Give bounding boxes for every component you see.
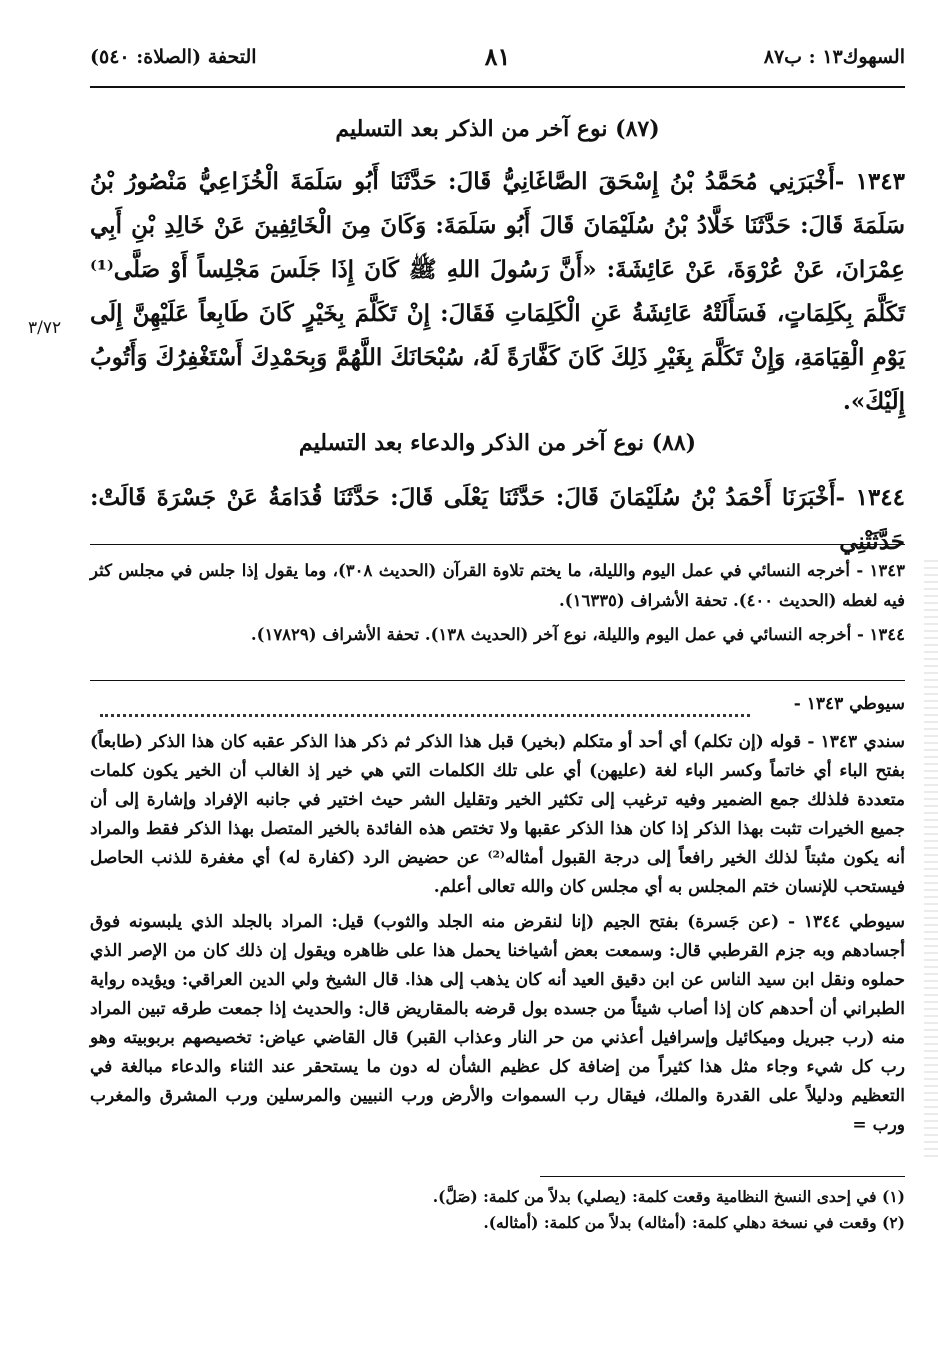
dotted-leader [100,714,750,717]
takhrij-notes [90,556,905,654]
suyuti-1344-commentary: سيوطي ١٣٤٤ - (عن جَسرة) بفتح الجيم (إنا لنقرض منه الجلد والثوب) قيل: المراد بالجلد الذي يلبسونه فوق أجسادهم وبه جزم القرطبي قال: وسمعت بعض أشياخنا يحمل هذا على ظاهره ويقول إن ذلك كان من الإصر الذي حملوه ونقل ابن سيد الناس عن ابن دقيق العيد أنه كان يذهب إلى هذا. قال الشيخ ولي الدين العراقي: ويؤيده رواية الطبراني أن أحدهم كان إذا أصاب شيئاً من جسده بول قرضه بالمقاريض قال: والحديث إذا جمعت طرقه تبين المراد منه (رب جبريل وميكائيل وإسرافيل أعذني من حر النار وعذاب القبر) قال القاضي عياض: تخصيصهم بربوبيته وهو رب كل شيء وجاء مثل هذا كثيراً من إضافة كل عظيم الشأن له دون ما يستحقر عند الثناء والدعاء مبالغة في التعظيم ودليلاً على القدرة والملك، فيقال رب السموات والأرض ورب النبيين والمرسلين ورب المشرق والمغرب ورب = [90,912,906,1135]
hadith-1344-text [90,476,905,564]
footnote-2: (٢) وقعت في نسخة دهلي كلمة: (أمثاله) بدلاً من كلمة: (أمثاله). [483,1213,905,1232]
takhrij-note-1343: ١٣٤٣ - أخرجه النسائي في عمل اليوم والليلة، ما يختم تلاوة القرآن (الحديث ٣٠٨)، وما يقول إذا جلس في مجلس كثر فيه لغطه (الحديث ٤٠٠). تحفة الأشراف (١٦٣٣٥). [90,561,905,610]
manuscript-reference: السهوك١٣ : ب٨٧ [763,46,905,68]
commentary-block [90,728,905,1146]
page-header [90,38,905,78]
takhrij-note-1344: ١٣٤٤ - أخرجه النسائي في عمل اليوم والليلة، نوع آخر (الحديث ١٣٨). تحفة الأشراف (١٧٨٢٩). [250,625,905,644]
hadith-1343-text [90,160,905,424]
tuhfa-reference: التحفة (الصلاة: ٥٤٠) [90,46,257,68]
header-rule [90,86,905,88]
hadith-1344-paragraph: ١٣٤٤ -أَخْبَرَنَا أَحْمَدُ بْنُ سُلَيْمَانَ قَالَ: حَدَّثَنَا يَعْلَى قَالَ: حَدَّثَنَا قُدَامَةُ عَنْ جَسْرَةَ قَالَتْ: حَدَّثَتْنِي [90,484,905,555]
suyuti-1343-label: سيوطي ١٣٤٣ - [793,694,905,714]
footnotes [90,1184,905,1236]
commentary-suyuti-1343-heading [90,690,905,725]
commentary-rule [90,680,905,681]
scan-edge-artifact [924,560,938,1160]
chapter-87-title: (٨٧) نوع آخر من الذكر بعد التسليم [335,116,660,142]
takhrij-rule [90,544,905,545]
page-number: ٨١ [484,42,511,71]
hadith-1343-paragraph: ١٣٤٣ -أَخْبَرَنِي مُحَمَّدُ بْنُ إِسْحَقَ الصَّاغَانِيُّ قَالَ: حَدَّثَنَا أَبُو سَلَمَةَ الْخُزَاعِيُّ مَنْصُورُ بْنُ سَلَمَةَ قَالَ: حَدَّثَنَا خَلَّادُ بْنُ سُلَيْمَانَ قَالَ أَبُو سَلَمَةَ: وَكَانَ مِنَ الْخَائِفِينَ عَنْ خَالِدِ بْنِ أَبِي عِمْرَانَ، عَنْ عُرْوَةَ، عَنْ عَائِشَةَ: «أَنَّ رَسُولَ اللهِ ﷺ كَانَ إِذَا جَلَسَ مَجْلِساً أَوْ صَلَّى⁽¹⁾ تَكَلَّمَ بِكَلِمَاتٍ، فَسَأَلَتْهُ عَائِشَةُ عَنِ الْكَلِمَاتِ فَقَالَ: إِنْ تَكَلَّمَ بِخَيْرٍ كَانَ طَابِعاً عَلَيْهِنَّ إِلَى يَوْمِ الْقِيَامَةِ، وَإِنْ تَكَلَّمَ بِغَيْرِ ذَلِكَ كَانَ كَفَّارَةً لَهُ، سُبْحَانَكَ اللَّهُمَّ وَبِحَمْدِكَ أَسْتَغْفِرُكَ وَأَتُوبُ إِلَيْكَ». [90,168,905,415]
footnote-rule [540,1176,905,1177]
footnote-1: (١) في إحدى النسخ النظامية وقعت كلمة: (يصلي) بدلاً من كلمة: (صَلَّ). [432,1187,905,1206]
sindi-1343-commentary: سندي ١٣٤٣ - قوله (إن تكلم) أي أحد أو متكلم (بخير) قبل هذا الذكر ثم ذكر هذا الذكر عقبه كان هذا الذكر (طابعاً) بفتح الباء أي خاتماً وكسر الباء لغة (عليهن) أي على تلك الكلمات التي هي خير إذ الغالب أن الخير يكون كلمات متعددة فلذلك جمع الضمير وفيه ترغيب إلى تكثير الخير وتقليل الشر حيث اختير في جانبه الإفراد وإشارة إلى أن جميع الخيرات تثبت بهذا الذكر إذا كان هذا الذكر عقبها ولا تختص هذه الفائدة بالخير المتصل بهذا الذكر فقط والمراد أنه يكون مثبتاً لذلك الخير رافعاً إلى درجة القبول أمثاله⁽²⁾ عن حضيض الرد (كفارة له) أي مغفرة للذنب الحاصل فيستحب للإنسان ختم المجلس به أي مجلس كان والله تعالى أعلم. [90,732,905,897]
margin-volume-page-note: ٣/٧٢ [28,318,62,338]
chapter-88-title: (٨٨) نوع آخر من الذكر والدعاء بعد التسليم [298,430,697,456]
